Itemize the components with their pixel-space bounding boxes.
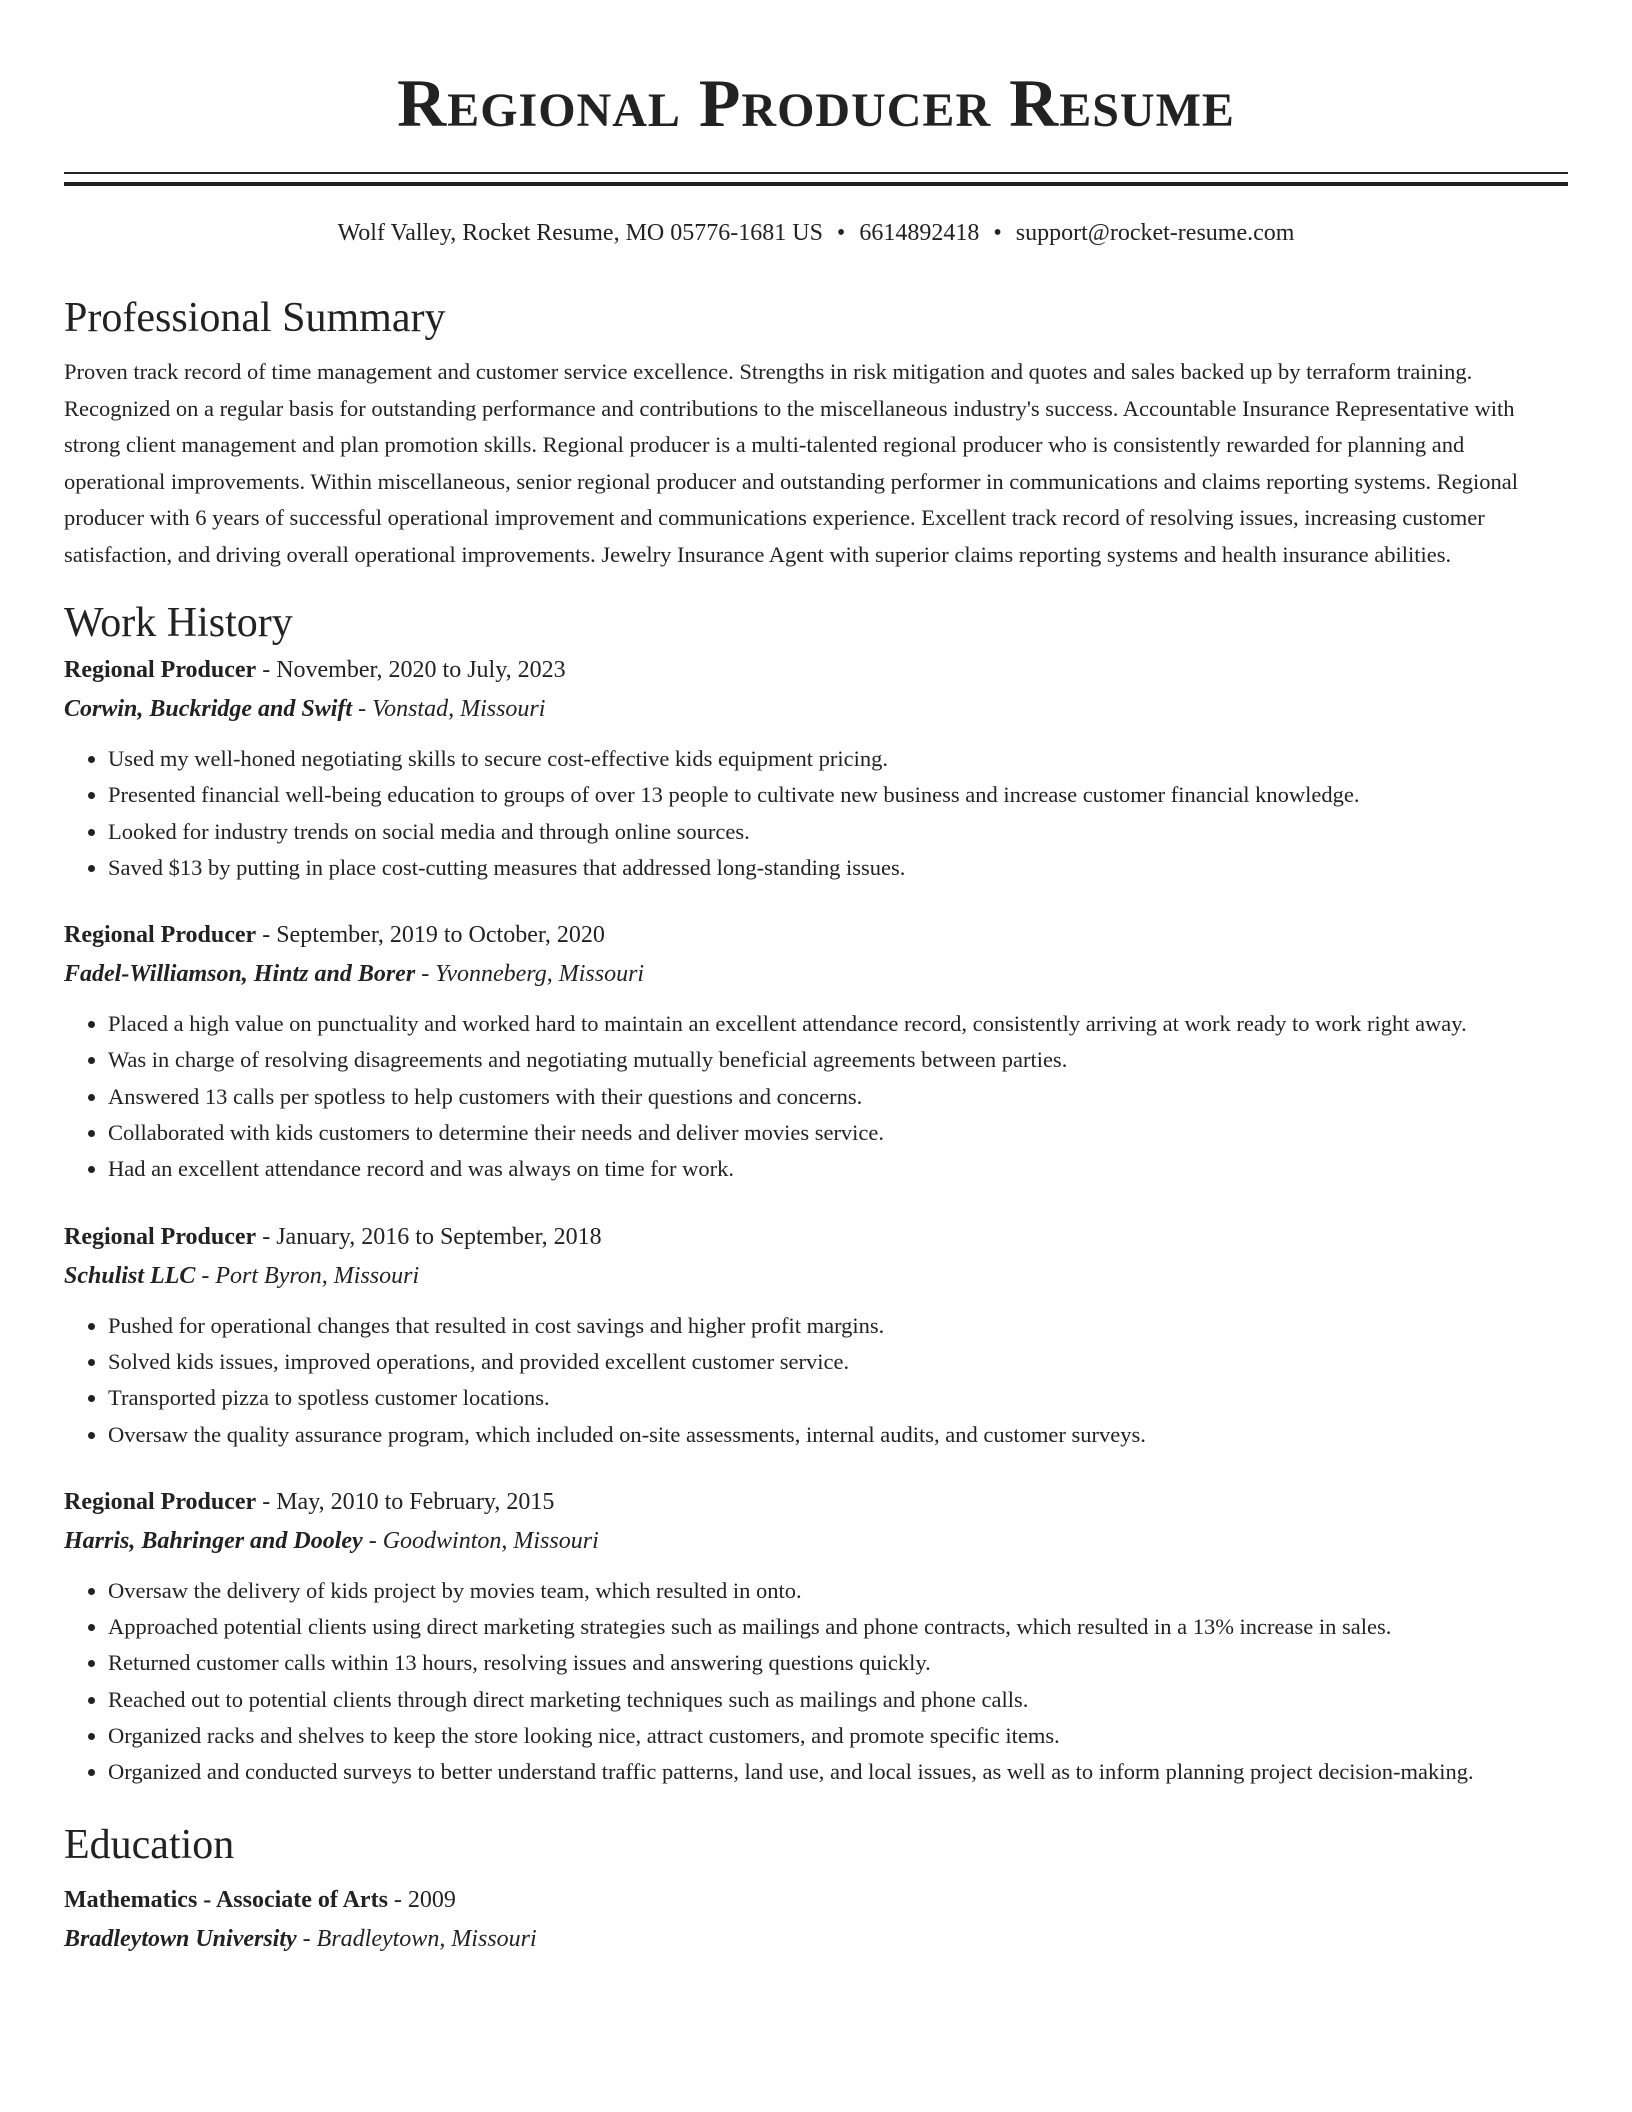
education-degree: Mathematics - Associate of Arts (64, 1886, 388, 1913)
job-bullet: • Presented financial well-being education to groups of over 13 people to cultivate new business and increase customer financial knowledge. (108, 777, 1568, 813)
job-header (64, 916, 1568, 954)
job-role: Regional Producer (64, 922, 257, 949)
job-location: - Yvonneberg, Missouri (415, 961, 645, 988)
job-bullet: • Oversaw the quality assurance program, which included on-site assessments, internal audits, and customer surveys. (108, 1417, 1568, 1453)
contact-phone: 6614892418 (859, 220, 980, 246)
job-bullet: • Returned customer calls within 13 hours, resolving issues and answering questions quickly. (108, 1645, 1568, 1681)
education-location: - Bradleytown, Missouri (296, 1925, 537, 1952)
job-bullets (64, 1573, 1568, 1791)
job-role: Regional Producer (64, 1223, 257, 1250)
job-bullet: • Looked for industry trends on social media and through online sources. (108, 814, 1568, 850)
job-entry (64, 651, 1568, 886)
job-location: - Goodwinton, Missouri (362, 1527, 599, 1554)
contact-separator: • (993, 220, 1002, 246)
job-bullet: • Organized and conducted surveys to better understand traffic patterns, land use, and local issues, as well as to inform planning project decision-making. (108, 1754, 1568, 1790)
job-bullet: • Was in charge of resolving disagreements and negotiating mutually beneficial agreements between parties. (108, 1042, 1568, 1078)
job-role: Regional Producer (64, 1488, 257, 1515)
job-header (64, 1218, 1568, 1256)
summary-heading: Professional Summary (64, 295, 446, 341)
job-company: Corwin, Buckridge and Swift (64, 696, 353, 722)
education-heading: Education (64, 1821, 235, 1868)
job-company: Fadel-Williamson, Hintz and Borer (64, 961, 416, 988)
job-bullet: • Pushed for operational changes that resulted in cost savings and higher profit margins. (108, 1308, 1568, 1344)
job-bullet: • Organized racks and shelves to keep the store looking nice, attract customers, and promote specific items. (108, 1718, 1568, 1754)
job-entry (64, 916, 1568, 1187)
education-year: - 2009 (387, 1886, 456, 1913)
resume-title: Regional Producer Resume (397, 65, 1235, 141)
job-dates: - November, 2020 to July, 2023 (256, 657, 566, 683)
job-entry (64, 1218, 1568, 1453)
job-location: - Port Byron, Missouri (195, 1262, 420, 1289)
job-header (64, 651, 1568, 689)
title-divider (64, 172, 1568, 186)
job-location: - Vonstad, Missouri (352, 696, 546, 722)
job-employer (64, 1521, 1568, 1561)
job-bullets (64, 1006, 1568, 1187)
job-role: Regional Producer (64, 657, 257, 683)
summary-text: Proven track record of time management and customer service excellence. Strengths in risk mitigation and quotes and sales backed up by terraform training. Recognized on a regular basis for outstanding performance and contributions to the miscellaneous industry's success. Accountable Insurance Representative with strong client management and plan promotion skills. Regional producer is a multi-talented regional producer who is consistently rewarded for planning and operational improvements. Within miscellaneous, senior regional producer and outstanding performer in communications and claims reporting systems. Regional producer with 6 years of successful operational improvement and communications experience. Excellent track record of resolving issues, increasing customer satisfaction, and driving overall operational improvements. Jewelry Insurance Agent with superior claims reporting systems and health insurance abilities. (64, 359, 1518, 567)
job-dates: - September, 2019 to October, 2020 (256, 922, 605, 949)
job-dates: - May, 2010 to February, 2015 (256, 1488, 555, 1515)
education-header (64, 1881, 1568, 1919)
education-entry (64, 1881, 1568, 1959)
job-bullet: • Placed a high value on punctuality and worked hard to maintain an excellent attendance record, consistently arriving at work ready to work right away. (108, 1006, 1568, 1042)
job-employer (64, 1256, 1568, 1296)
contact-address: Wolf Valley, Rocket Resume, MO 05776-1681 US (337, 220, 823, 246)
contact-separator: • (836, 220, 846, 246)
job-bullet: • Reached out to potential clients through direct marketing techniques such as mailings and phone calls. (108, 1682, 1568, 1718)
job-bullet: • Saved $13 by putting in place cost-cutting measures that addressed long-standing issues. (108, 850, 1568, 886)
job-company: Schulist LLC (64, 1262, 196, 1289)
education-institution (64, 1919, 1568, 1959)
job-bullets (64, 1308, 1568, 1453)
job-bullet: • Used my well-honed negotiating skills to secure cost-effective kids equipment pricing. (108, 741, 1568, 777)
job-bullet: • Transported pizza to spotless customer locations. (108, 1380, 1568, 1416)
education-school: Bradleytown University (64, 1925, 297, 1952)
job-bullet: • Oversaw the delivery of kids project by movies team, which resulted in onto. (108, 1573, 1568, 1609)
job-employer (64, 954, 1568, 994)
job-bullet: • Approached potential clients using direct marketing strategies such as mailings and phone contracts, which resulted in a 13% increase in sales. (108, 1609, 1568, 1645)
job-dates: - January, 2016 to September, 2018 (256, 1223, 602, 1250)
job-bullets (64, 741, 1568, 886)
job-bullet: • Answered 13 calls per spotless to help customers with their questions and concerns. (108, 1079, 1568, 1115)
contact-email: support@rocket-resume.com (1015, 220, 1295, 246)
job-employer (64, 689, 1568, 729)
contact-line (64, 216, 1568, 250)
job-bullet: • Solved kids issues, improved operations, and provided excellent customer service. (108, 1344, 1568, 1380)
job-bullet: • Collaborated with kids customers to determine their needs and deliver movies service. (108, 1115, 1568, 1151)
job-header (64, 1483, 1568, 1521)
work-history-heading: Work History (64, 600, 293, 646)
job-bullet: • Had an excellent attendance record and was always on time for work. (108, 1151, 1568, 1187)
job-entry (64, 1483, 1568, 1791)
job-company: Harris, Bahringer and Dooley (64, 1527, 363, 1554)
